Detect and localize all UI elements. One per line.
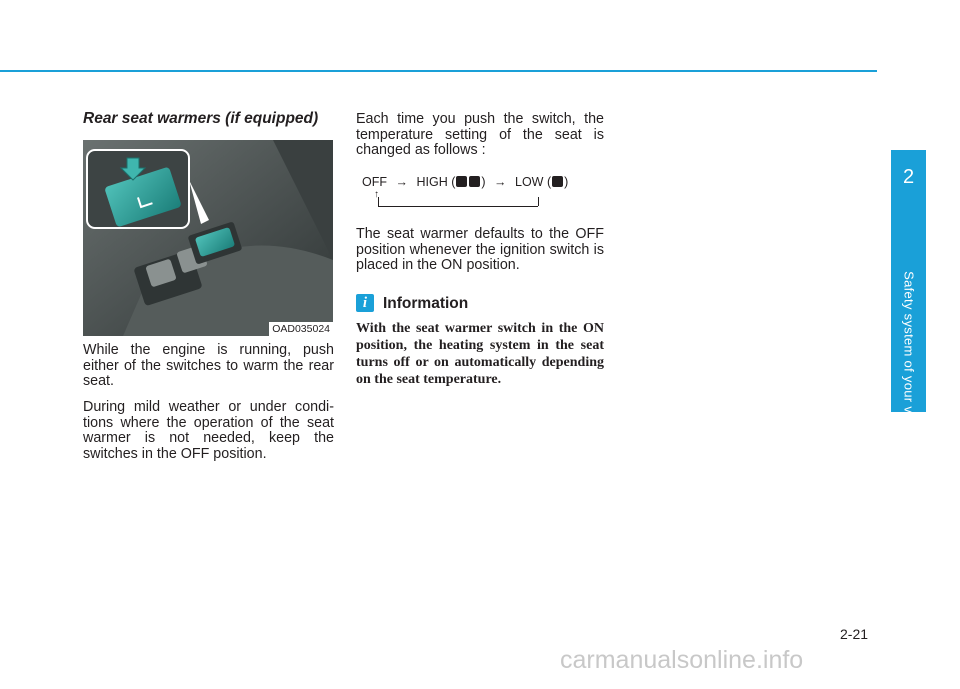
cycle-row [362, 175, 568, 189]
cycle-low-prefix: LOW ( [515, 175, 552, 189]
cycle-arrow: → [494, 175, 507, 189]
info-icon: i [356, 294, 374, 312]
chapter-tab [891, 150, 926, 449]
seat-heat-icon [469, 176, 480, 187]
page-number: 2-21 [840, 626, 869, 642]
top-rule [0, 70, 877, 72]
image-code: OAD035024 [269, 322, 333, 336]
temperature-cycle [362, 175, 607, 215]
information-body: With the seat warmer switch in the ON position, the heating system in the seat turns off or on automatically depending on the seat temperature. [356, 321, 604, 387]
seat-heat-icon [456, 176, 467, 187]
chapter-number: 2 [902, 166, 915, 188]
paragraph-each-push: Each time you push the switch, the temperature setting of the seat is changed as follows : [356, 111, 604, 158]
seat-warmer-illustration [83, 140, 333, 336]
cycle-off: OFF [362, 175, 387, 189]
paragraph-mild-weather: During mild weather or under condi-tions where the operation of the seat warmer is not needed, keep the switches in the OFF position. [83, 399, 334, 462]
loop-arrow-up-icon: ↑ [374, 189, 379, 200]
cycle-arrow: → [395, 175, 408, 189]
seat-warmer-photo [83, 140, 333, 336]
paragraph-engine-running: While the engine is running, push either of the switches to warm the rear seat. [83, 342, 334, 389]
information-title: Information [383, 295, 469, 312]
loop-line [538, 197, 539, 206]
chapter-title: Safety system of your vehicle [901, 271, 917, 449]
loop-line [378, 206, 538, 207]
cycle-high-prefix: HIGH ( [416, 175, 456, 189]
seat-heat-icon [552, 176, 563, 187]
paragraph-default-off: The seat warmer defaults to the OFF position whenever the ignition switch is placed in the ON position. [356, 226, 604, 273]
watermark: carmanualsonline.info [560, 646, 804, 674]
loop-line [378, 197, 379, 206]
section-heading: Rear seat warmers (if equipped) [83, 110, 319, 127]
cycle-low-suffix: ) [564, 175, 569, 189]
cycle-high-suffix: ) [481, 175, 486, 189]
